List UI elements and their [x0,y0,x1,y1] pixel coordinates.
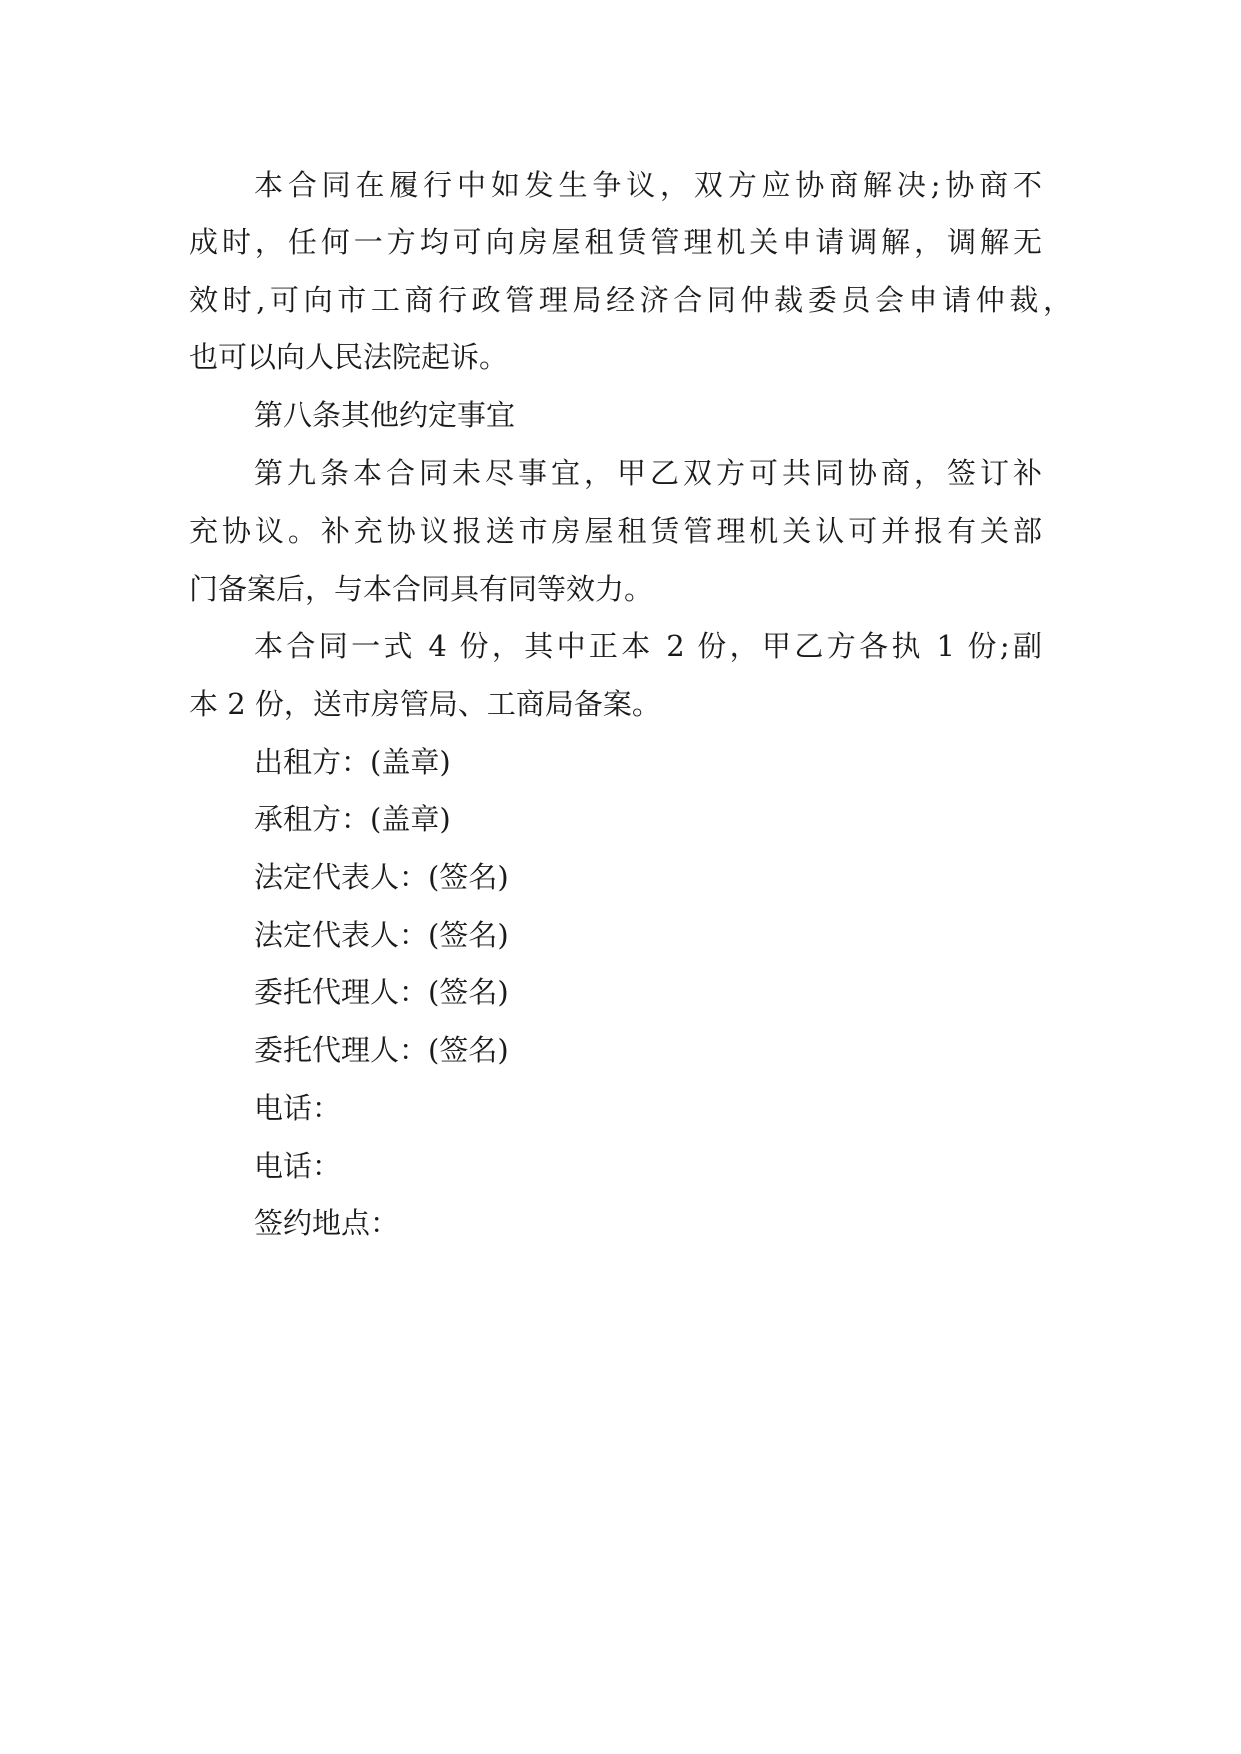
signing-location: 签约地点： [254,1206,400,1240]
signature-lessor-seal: 出租方：(盖章) [254,745,451,779]
clause9-line-1: 第九条本合同未尽事宜，甲乙双方可共同协商，签订补 [254,456,1042,490]
clause7-line-2: 成时，任何一方均可向房屋租赁管理机关申请调解，调解无 [189,225,1042,259]
clause9-line-3: 门备案后，与本合同具有同等效力。 [189,572,654,606]
phone-2: 电话： [254,1149,342,1183]
signature-legal-rep-1: 法定代表人：(签名) [254,860,509,894]
signature-legal-rep-2: 法定代表人：(签名) [254,918,509,952]
clause8-heading: 第八条其他约定事宜 [254,398,516,432]
signature-agent-2: 委托代理人：(签名) [254,1033,509,1067]
clause7-line-3: 效时,可向市工商行政管理局经济合同仲裁委员会申请仲裁， [189,283,1072,317]
clause7-line-1: 本合同在履行中如发生争议，双方应协商解决;协商不 [254,168,1042,202]
clause9-line-2: 充协议。补充协议报送市房屋租赁管理机关认可并报有关部 [189,514,1042,548]
copies-line-1: 本合同一式 4 份，其中正本 2 份，甲乙方各执 1 份;副 [254,629,1042,663]
signature-lessee-seal: 承租方：(盖章) [254,802,451,836]
phone-1: 电话： [254,1091,342,1125]
copies-line-2: 本 2 份，送市房管局、工商局备案。 [189,687,661,721]
signature-agent-1: 委托代理人：(签名) [254,975,509,1009]
clause7-line-4: 也可以向人民法院起诉。 [189,340,509,374]
